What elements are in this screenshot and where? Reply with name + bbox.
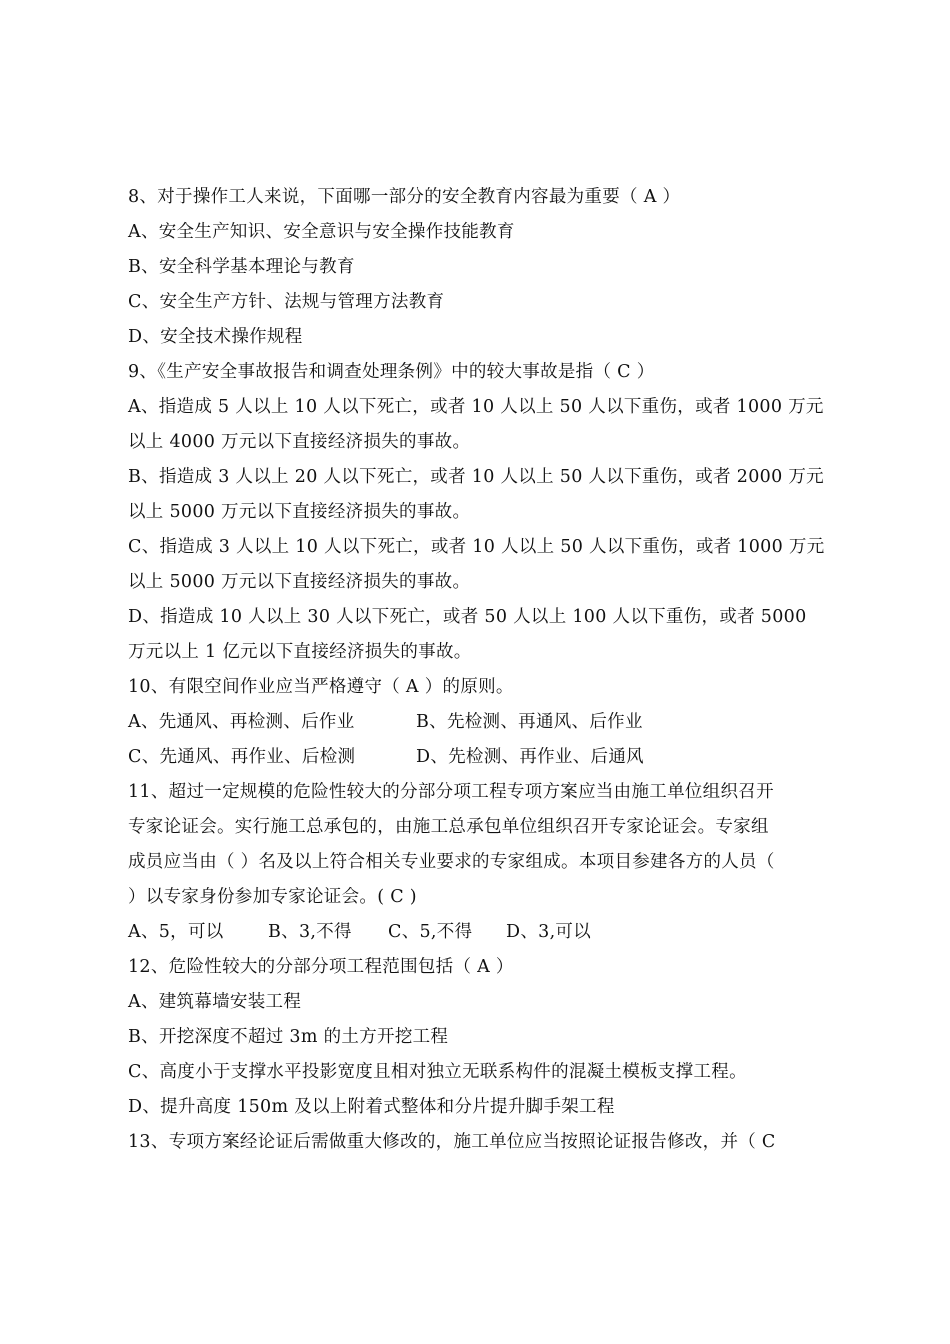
question-10 — [128, 670, 838, 775]
option-a-continued: 以上 4000 万元以下直接经济损失的事故。 — [128, 432, 471, 452]
option-c: C、高度小于支撑水平投影宽度且相对独立无联系构件的混凝土模板支撑工程。 — [128, 1062, 747, 1082]
option-a: A、安全生产知识、安全意识与安全操作技能教育 — [128, 222, 515, 242]
question-stem-line: ）以专家身份参加专家论证会。( C ) — [128, 887, 417, 907]
question-12 — [128, 950, 838, 1125]
option-row — [128, 740, 838, 775]
question-stem: 12、危险性较大的分部分项工程范围包括（ A ） — [128, 957, 514, 977]
question-9 — [128, 355, 838, 670]
question-stem-line: 专家论证会。实行施工总承包的，由施工总承包单位组织召开专家论证会。专家组 — [128, 817, 769, 837]
question-stem: 10、有限空间作业应当严格遵守（ A ）的原则。 — [128, 677, 514, 697]
option-row — [128, 915, 838, 950]
option-c-continued: 以上 5000 万元以下直接经济损失的事故。 — [128, 572, 471, 592]
question-13 — [128, 1125, 838, 1160]
option-row — [128, 705, 838, 740]
option-b-continued: 以上 5000 万元以下直接经济损失的事故。 — [128, 502, 471, 522]
question-8 — [128, 180, 838, 355]
option-c: C、先通风、再作业、后检测 — [128, 747, 356, 767]
option-c: C、安全生产方针、法规与管理方法教育 — [128, 292, 445, 312]
option-b: B、开挖深度不超过 3m 的土方开挖工程 — [128, 1027, 449, 1047]
question-stem-line: 11、超过一定规模的危险性较大的分部分项工程专项方案应当由施工单位组织召开 — [128, 782, 774, 802]
question-11 — [128, 775, 838, 950]
document-page — [128, 180, 838, 1160]
option-d: D、先检测、再作业、后通风 — [416, 747, 644, 767]
question-stem-line: 成员应当由（ ）名及以上符合相关专业要求的专家组成。本项目参建各方的人员（ — [128, 852, 775, 872]
option-d-continued: 万元以上 1 亿元以下直接经济损失的事故。 — [128, 642, 472, 662]
option-d: D、提升高度 150m 及以上附着式整体和分片提升脚手架工程 — [128, 1097, 615, 1117]
option-d: D、3,可以 — [506, 922, 592, 942]
option-a: A、5，可以 — [128, 922, 224, 942]
question-stem: 13、专项方案经论证后需做重大修改的，施工单位应当按照论证报告修改，并（ C — [128, 1132, 776, 1152]
option-c: C、指造成 3 人以上 10 人以下死亡，或者 10 人以上 50 人以下重伤，或者 1000 万元 — [128, 537, 825, 557]
option-b: B、先检测、再通风、后作业 — [416, 712, 643, 732]
option-b: B、3,不得 — [268, 922, 352, 942]
option-d: D、安全技术操作规程 — [128, 327, 303, 347]
option-b: B、安全科学基本理论与教育 — [128, 257, 355, 277]
option-a: A、建筑幕墙安装工程 — [128, 992, 302, 1012]
option-c: C、5,不得 — [388, 922, 473, 942]
option-a: A、指造成 5 人以上 10 人以下死亡，或者 10 人以上 50 人以下重伤，或者 1000 万元 — [128, 397, 824, 417]
option-a: A、先通风、再检测、后作业 — [128, 712, 355, 732]
question-stem: 9、《生产安全事故报告和调查处理条例》中的较大事故是指（ C ） — [128, 362, 655, 382]
option-d: D、指造成 10 人以上 30 人以下死亡，或者 50 人以上 100 人以下重伤，或者 5000 — [128, 607, 807, 627]
option-b: B、指造成 3 人以上 20 人以下死亡，或者 10 人以上 50 人以下重伤，或者 2000 万元 — [128, 467, 824, 487]
question-stem: 8、对于操作工人来说，下面哪一部分的安全教育内容最为重要（ A ） — [128, 187, 681, 207]
